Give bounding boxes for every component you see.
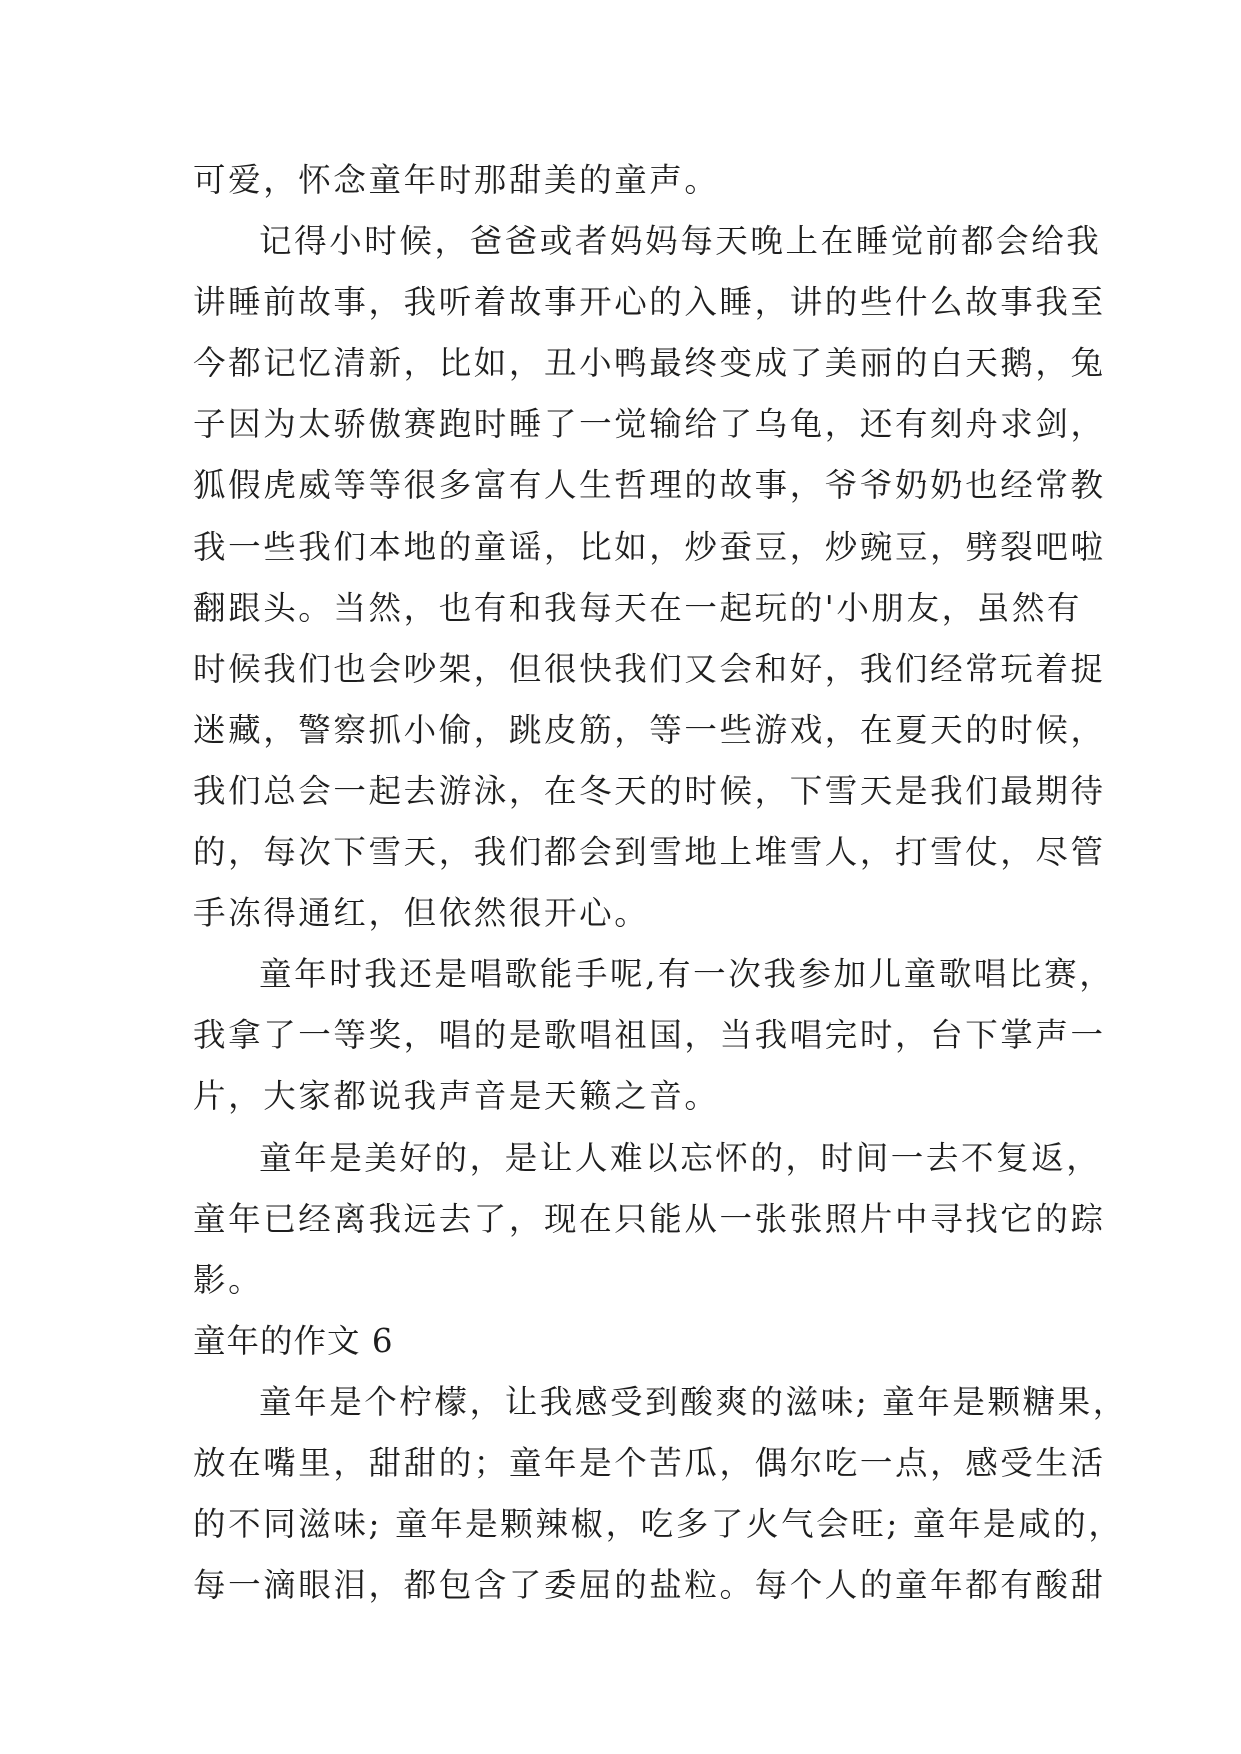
text-line-6: 狐假虎威等等很多富有人生哲理的故事，爷爷奶奶也经常教 <box>193 466 1106 505</box>
text-line-15: 我拿了一等奖，唱的是歌唱祖国，当我唱完时，台下掌声一 <box>193 1016 1106 1055</box>
text-line-24: 每一滴眼泪，都包含了委屈的盐粒。每个人的童年都有酸甜 <box>193 1566 1106 1605</box>
text-line-19: 影。 <box>193 1260 264 1299</box>
text-line-1: 可爱，怀念童年时那甜美的童声。 <box>193 161 720 199</box>
text-line-10: 迷藏，警察抓小偷，跳皮筋，等一些游戏，在夏天的时候， <box>193 710 1106 749</box>
text-line-14: 童年时我还是唱歌能手呢,有一次我参加儿童歌唱比赛， <box>259 955 1115 994</box>
text-line-8: 翻跟头。当然，也有和我每天在一起玩的'小朋友，虽然有 <box>193 588 1083 627</box>
text-line-2: 记得小时候，爸爸或者妈妈每天晚上在睡觉前都会给我 <box>259 222 1102 261</box>
text-line-7: 我一些我们本地的童谣，比如，炒蚕豆，炒豌豆，劈裂吧啦 <box>193 527 1106 566</box>
text-line-18: 童年已经离我远去了，现在只能从一张张照片中寻找它的踪 <box>193 1199 1106 1238</box>
text-line-22: 放在嘴里，甜甜的；童年是个苦瓜，偶尔吃一点，感受生活 <box>193 1443 1106 1482</box>
text-line-13: 手冻得通红，但依然很开心。 <box>193 894 650 933</box>
text-line-21: 童年是个柠檬，让我感受到酸爽的滋味; 童年是颗糖果， <box>259 1382 1128 1421</box>
section-heading: 童年的作文 6 <box>193 1321 394 1360</box>
text-line-16: 片，大家都说我声音是天籁之音。 <box>193 1077 720 1116</box>
text-line-3: 讲睡前故事，我听着故事开心的入睡，讲的些什么故事我至 <box>193 283 1106 322</box>
text-line-12: 的，每次下雪天，我们都会到雪地上堆雪人，打雪仗，尽管 <box>193 833 1106 872</box>
document-body <box>193 150 1128 1616</box>
text-line-5: 子因为太骄傲赛跑时睡了一觉输给了乌龟，还有刻舟求剑， <box>193 405 1106 444</box>
text-line-17: 童年是美好的，是让人难以忘怀的，时间一去不复返， <box>259 1138 1102 1177</box>
text-line-23: 的不同滋味; 童年是颗辣椒，吃多了火气会旺; 童年是咸的， <box>193 1505 1124 1544</box>
text-line-9: 时候我们也会吵架，但很快我们又会和好，我们经常玩着捉 <box>193 649 1106 688</box>
text-line-4: 今都记忆清新，比如，丑小鸭最终变成了美丽的白天鹅，兔 <box>193 344 1106 383</box>
text-line-11: 我们总会一起去游泳，在冬天的时候，下雪天是我们最期待 <box>193 771 1106 810</box>
